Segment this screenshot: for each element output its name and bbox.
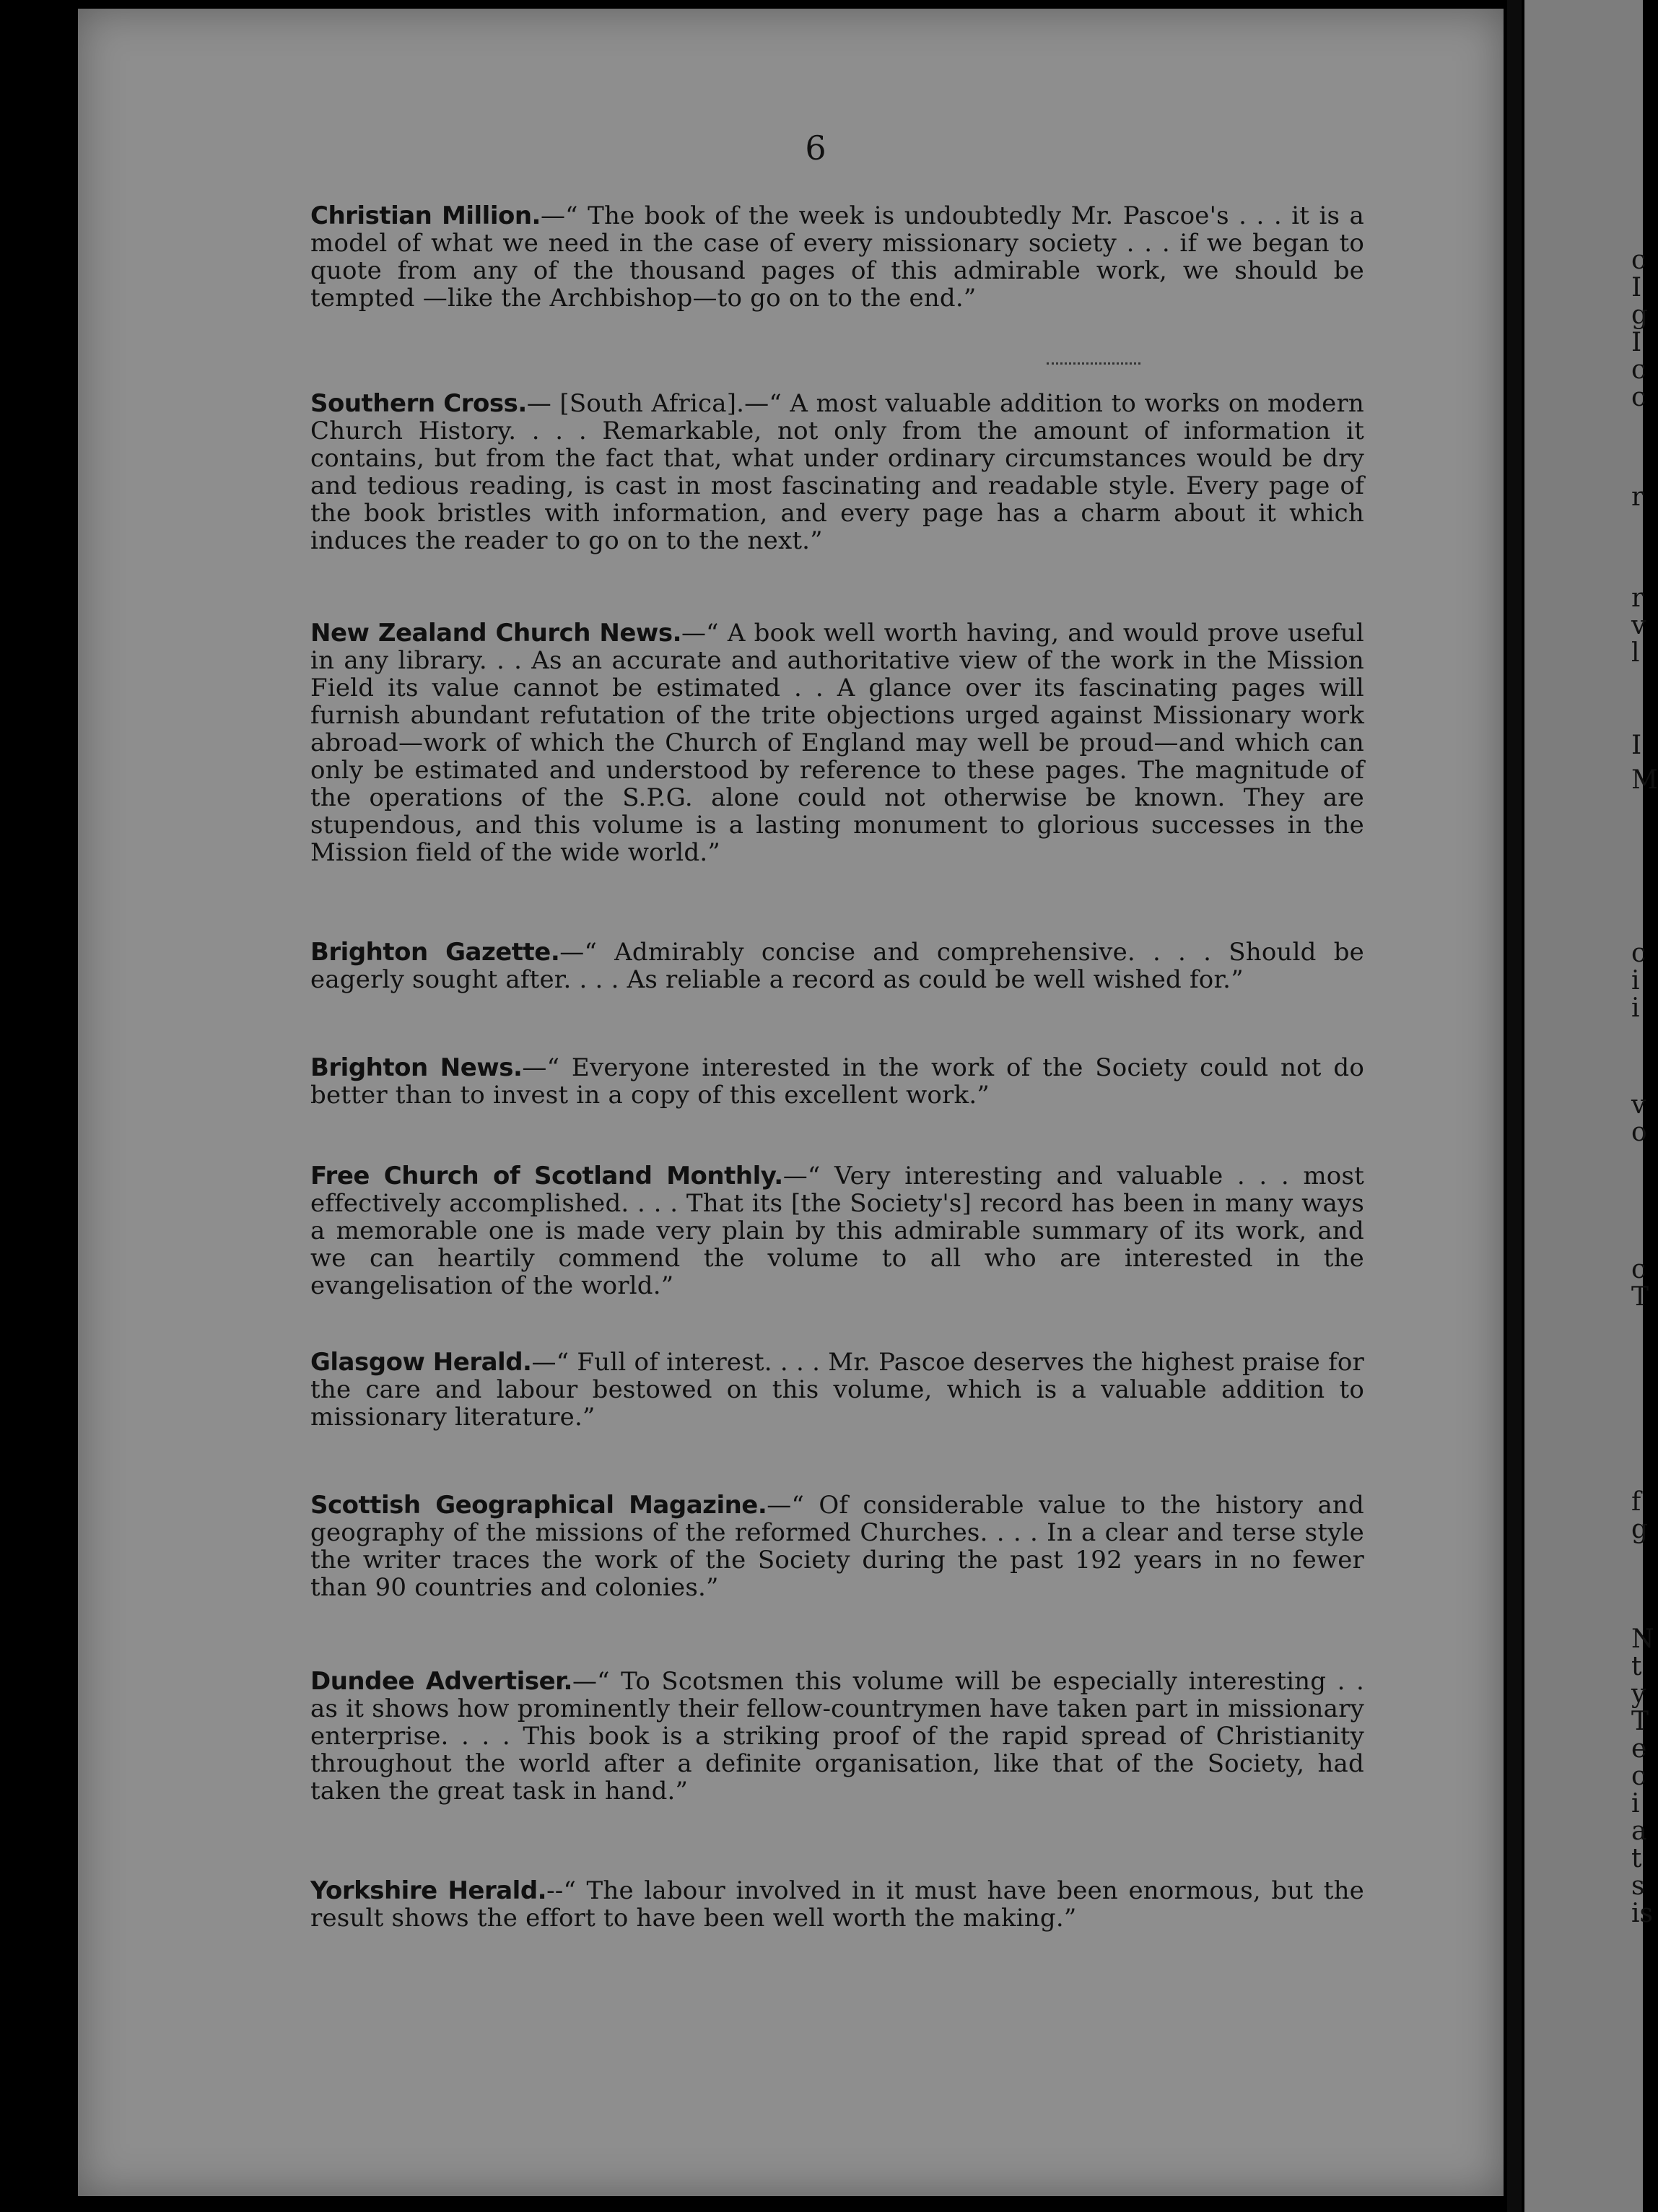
- review-dundee-advertiser: [310, 1668, 1364, 1805]
- adjacent-fragment: v: [1631, 611, 1646, 640]
- adjacent-fragment: T: [1631, 1707, 1649, 1736]
- review-brighton-news: [310, 1054, 1364, 1109]
- adjacent-page: [1524, 0, 1658, 2212]
- review-source: Free Church of Scotland Monthly.: [310, 1162, 783, 1190]
- ornamental-divider: [1047, 362, 1140, 365]
- adjacent-fragment: c: [1631, 355, 1646, 385]
- adjacent-fragment: r: [1631, 482, 1644, 512]
- adjacent-fragment: f: [1631, 1487, 1641, 1517]
- binding-gutter: [1507, 0, 1522, 2212]
- review-free-church-monthly: [310, 1162, 1364, 1299]
- review-glasgow-herald: [310, 1349, 1364, 1431]
- review-yorkshire-herald: [310, 1877, 1364, 1932]
- adjacent-fragment: g: [1631, 300, 1649, 330]
- adjacent-fragment: r: [1631, 583, 1644, 613]
- review-new-zealand-church-news: [310, 619, 1364, 866]
- review-source: Brighton News.: [310, 1053, 523, 1082]
- adjacent-fragment: a: [1631, 1816, 1647, 1846]
- review-source: Scottish Geographical Magazine.: [310, 1491, 767, 1520]
- review-source: Yorkshire Herald.: [310, 1876, 547, 1905]
- adjacent-fragment: T: [1631, 1282, 1649, 1312]
- adjacent-fragment: i: [1631, 993, 1640, 1023]
- review-text: --“ The labour involved in it must have been enormous, but the result shows the effort to have been well worth the making.”: [310, 1876, 1364, 1933]
- review-source: Glasgow Herald.: [310, 1348, 532, 1377]
- adjacent-fragment: o: [1631, 1118, 1647, 1147]
- review-text: —“ Everyone interested in the work of the Society could not do better than to invest in a copy of this excellent work.”: [310, 1053, 1364, 1110]
- adjacent-fragment: c: [1631, 1255, 1646, 1284]
- review-text: —“ The book of the week is undoubtedly Mr. Pascoe's . . . it is a model of what we need in the case of every missionary society . . . if we began to quote from any of the thousand pages of this admirable work, we should be tempted —like the Archbishop—to go on to the end.”: [310, 201, 1365, 313]
- page-number: 6: [805, 129, 826, 167]
- adjacent-fragment: g: [1631, 1515, 1649, 1544]
- adjacent-fragment: t: [1631, 1844, 1642, 1873]
- adjacent-fragment: e: [1631, 1734, 1647, 1764]
- adjacent-fragment: i: [1631, 966, 1640, 996]
- review-text: —“ Very interesting and valuable . . . most effectively accomplished. . . . That its [the Society's] record has been in many ways a memorable one is made very plain by this admirable summary of its work, and we can heartily commend the volume to all who are interested in the evangelisation of the world.”: [310, 1162, 1364, 1300]
- review-brighton-gazette: [310, 939, 1364, 993]
- adjacent-fragment: I: [1631, 328, 1642, 357]
- review-source: Southern Cross.: [310, 389, 527, 418]
- adjacent-fragment: t: [1631, 1652, 1642, 1681]
- adjacent-fragment: c: [1631, 1762, 1646, 1791]
- adjacent-fragment: I: [1631, 273, 1642, 302]
- adjacent-fragment: l: [1631, 638, 1640, 668]
- review-text: —“ To Scotsmen this volume will be especially interesting . . as it shows how prominently their fellow-countrymen have taken part in missionary enterprise. . . . This book is a striking proof of the rapid spread of Christianity throughout the world after a definite organisation, like that of the Society, had taken the great task in hand.”: [310, 1667, 1364, 1806]
- review-text: —“ Of considerable value to the history and geography of the missions of the reformed Churches. . . . In a clear and terse style the writer traces the work of the Society during the past 192 years in no fewer than 90 countries and colonies.”: [310, 1491, 1364, 1602]
- adjacent-fragment: c: [1631, 939, 1646, 968]
- adjacent-fragment: i: [1631, 1789, 1640, 1819]
- review-source: Christian Million.: [310, 201, 541, 230]
- review-text: —“ Admirably concise and comprehensive. . . . Should be eagerly sought after. . . . As reliable a record as could be well wished for.”: [310, 938, 1364, 994]
- adjacent-fragment: v: [1631, 1090, 1646, 1120]
- review-source: Brighton Gazette.: [310, 938, 560, 967]
- adjacent-fragment: c: [1631, 383, 1646, 412]
- review-scottish-geographical-magazine: [310, 1492, 1364, 1601]
- review-christian-million: [310, 202, 1364, 312]
- review-text: —“ A book well worth having, and would prove useful in any library. . . As an accurate and authoritative view of the work in the Mission Field its value cannot be estimated . . A glance over its fascinating pages will furnish abundant refutation of the trite objections urged against Missionary work abroad—work of which the Church of England may well be proud—and which can only be estimated and understood by reference to these pages. The magnitude of the operations of the S.P.G. alone could not otherwise be known. They are stupendous, and this volume is a lasting monument to glorious successes in the Mission field of the wide world.”: [310, 619, 1364, 867]
- review-text: — [South Africa].—“ A most valuable addition to works on modern Church History. . . . Remarkable, not only from the amount of information it contains, but from the fact that, what under ordinary circumstances would be dry and tedious reading, is cast in most fascinating and readable style. Every page of the book bristles with information, and every page has a charm about it which induces the reader to go on to the next.”: [310, 389, 1364, 555]
- review-source: Dundee Advertiser.: [310, 1667, 572, 1696]
- adjacent-fragment: s: [1631, 1871, 1645, 1901]
- review-source: New Zealand Church News.: [310, 619, 681, 648]
- adjacent-fragment: c: [1631, 245, 1646, 275]
- adjacent-fragment: N: [1631, 1624, 1654, 1654]
- adjacent-fragment: y: [1631, 1679, 1646, 1709]
- adjacent-fragment: is: [1631, 1899, 1653, 1928]
- adjacent-fragment: M: [1631, 765, 1658, 795]
- review-text: —“ Full of interest. . . . Mr. Pascoe deserves the highest praise for the care and labour bestowed on this volume, which is a valuable addition to missionary literature.”: [310, 1348, 1365, 1432]
- adjacent-fragment: I: [1631, 731, 1642, 760]
- review-southern-cross: [310, 390, 1364, 554]
